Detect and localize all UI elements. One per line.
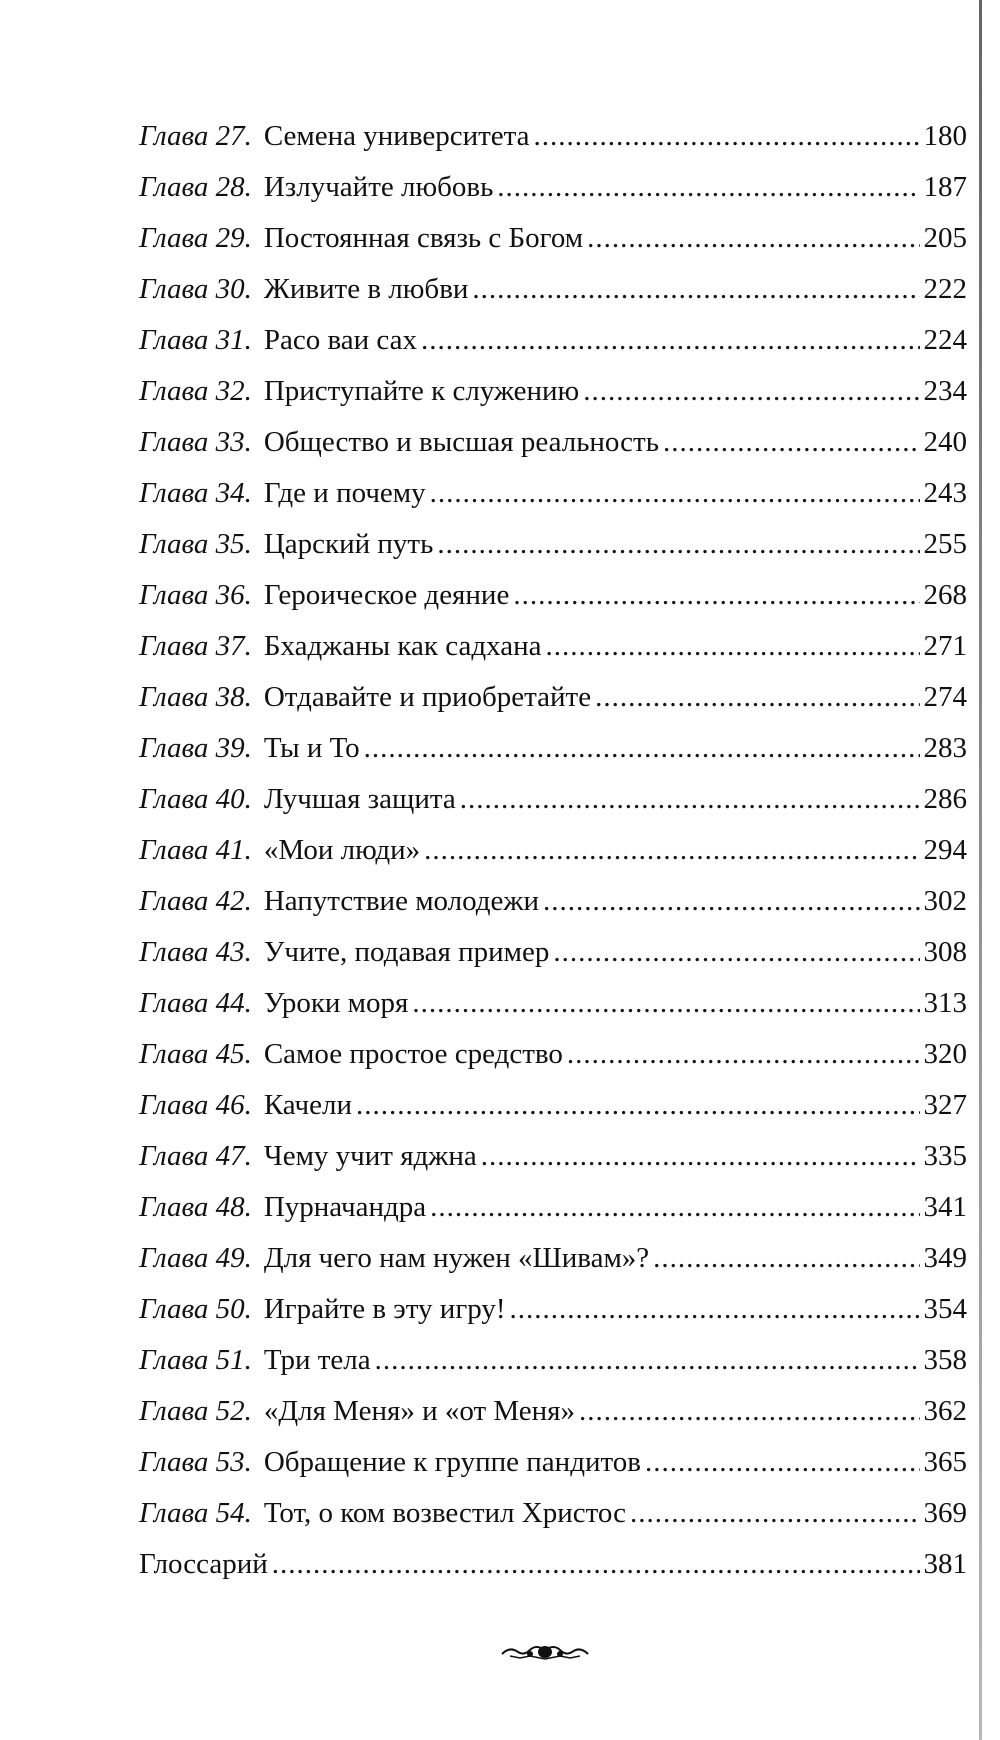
chapter-number: Глава 46. (139, 1089, 252, 1121)
page-number: 349 (923, 1242, 967, 1274)
page-number: 243 (923, 477, 967, 509)
dot-leader (630, 1498, 920, 1528)
page-number: 187 (923, 171, 967, 203)
dot-leader (587, 223, 919, 253)
toc-entry (139, 784, 967, 835)
page-number: 180 (923, 120, 967, 152)
page-number: 271 (923, 630, 967, 662)
chapter-title: Живите в любви (263, 273, 469, 305)
page-number: 365 (923, 1446, 967, 1478)
chapter-title: Самое простое средство (263, 1038, 563, 1070)
toc-entry (139, 580, 967, 631)
dot-leader (497, 172, 919, 202)
chapter-title: Напутствие молодежи (263, 885, 539, 917)
toc-entry (139, 1345, 967, 1396)
chapter-number: Глава 31. (139, 324, 252, 356)
dot-leader (412, 988, 919, 1018)
dot-leader (356, 1090, 920, 1120)
toc-entry (139, 886, 967, 937)
dot-leader (430, 478, 920, 508)
chapter-number: Глава 47. (139, 1140, 252, 1172)
page-number: 283 (923, 732, 967, 764)
dot-leader (663, 427, 920, 457)
floral-ornament-icon (500, 1640, 590, 1662)
page-edge (979, 0, 982, 1740)
chapter-title: Героическое деяние (263, 579, 510, 611)
toc-entry (139, 1549, 967, 1600)
chapter-number: Глава 33. (139, 426, 252, 458)
toc-entry (139, 121, 967, 172)
chapter-title: Семена университета (263, 120, 530, 152)
toc-entry (139, 325, 967, 376)
chapter-number: Глава 34. (139, 477, 252, 509)
dot-leader (481, 1141, 920, 1171)
dot-leader (513, 580, 919, 610)
page-number: 358 (923, 1344, 967, 1376)
dot-leader (567, 1039, 920, 1069)
toc-entry (139, 1192, 967, 1243)
page-number: 320 (923, 1038, 967, 1070)
dot-leader (583, 376, 919, 406)
chapter-number: Глава 30. (139, 273, 252, 305)
chapter-number: Глава 40. (139, 783, 252, 815)
page-number: 234 (923, 375, 967, 407)
chapter-title: «Для Меня» и «от Меня» (263, 1395, 576, 1427)
page-number: 268 (923, 579, 967, 611)
toc-entry (139, 835, 967, 886)
chapter-title: Расо ваи сах (263, 324, 418, 356)
toc-entry (139, 1294, 967, 1345)
table-of-contents (139, 121, 967, 1600)
page-number: 255 (923, 528, 967, 560)
toc-entry (139, 172, 967, 223)
dot-leader (653, 1243, 919, 1273)
dot-leader (272, 1549, 920, 1579)
chapter-title: Учите, подавая пример (263, 936, 550, 968)
chapter-title: Постоянная связь с Богом (263, 222, 584, 254)
toc-entry (139, 529, 967, 580)
chapter-number: Глава 54. (139, 1497, 252, 1529)
toc-entry (139, 1090, 967, 1141)
chapter-number: Глава 37. (139, 630, 252, 662)
chapter-number: Глава 52. (139, 1395, 252, 1427)
chapter-number: Глава 51. (139, 1344, 252, 1376)
page-number: 294 (923, 834, 967, 866)
chapter-number: Глава 28. (139, 171, 252, 203)
chapter-number: Глава 44. (139, 987, 252, 1019)
chapter-title: Глоссарий (139, 1548, 268, 1580)
chapter-title: Чему учит яджна (263, 1140, 477, 1172)
toc-entry (139, 1396, 967, 1447)
page-number: 327 (923, 1089, 967, 1121)
chapter-number: Глава 35. (139, 528, 252, 560)
page-number: 341 (923, 1191, 967, 1223)
chapter-title: Три тела (263, 1344, 371, 1376)
page-number: 335 (923, 1140, 967, 1172)
chapter-number: Глава 36. (139, 579, 252, 611)
page-number: 240 (923, 426, 967, 458)
dot-leader (460, 784, 920, 814)
page-number: 274 (923, 681, 967, 713)
dot-leader (375, 1345, 920, 1375)
chapter-title: Ты и То (263, 732, 360, 764)
chapter-number: Глава 42. (139, 885, 252, 917)
dot-leader (472, 274, 919, 304)
dot-leader (510, 1294, 920, 1324)
page-number: 302 (923, 885, 967, 917)
chapter-number: Глава 49. (139, 1242, 252, 1274)
page-number: 354 (923, 1293, 967, 1325)
page-number: 205 (923, 222, 967, 254)
dot-leader (645, 1447, 920, 1477)
page-number: 313 (923, 987, 967, 1019)
page-number: 286 (923, 783, 967, 815)
page-number: 369 (923, 1497, 967, 1529)
chapter-number: Глава 29. (139, 222, 252, 254)
chapter-title: Пурначандра (263, 1191, 427, 1223)
chapter-title: Приступайте к служению (263, 375, 580, 407)
toc-entry (139, 1243, 967, 1294)
chapter-title: Обращение к группе пандитов (263, 1446, 641, 1478)
chapter-number: Глава 50. (139, 1293, 252, 1325)
dot-leader (546, 631, 920, 661)
dot-leader (364, 733, 920, 763)
page-number: 308 (923, 936, 967, 968)
chapter-title: Отдавайте и приобретайте (263, 681, 592, 713)
toc-entry (139, 478, 967, 529)
chapter-title: Царский путь (263, 528, 434, 560)
page-number: 224 (923, 324, 967, 356)
chapter-number: Глава 27. (139, 120, 252, 152)
toc-entry (139, 376, 967, 427)
page-number: 222 (923, 273, 967, 305)
chapter-number: Глава 39. (139, 732, 252, 764)
toc-entry (139, 1447, 967, 1498)
chapter-title: Излучайте любовь (263, 171, 494, 203)
toc-entry (139, 631, 967, 682)
chapter-title: Лучшая защита (263, 783, 456, 815)
chapter-title: Для чего нам нужен «Шивам»? (263, 1242, 650, 1274)
dot-leader (543, 886, 920, 916)
toc-entry (139, 937, 967, 988)
chapter-number: Глава 32. (139, 375, 252, 407)
toc-entry (139, 1039, 967, 1090)
toc-entry (139, 223, 967, 274)
toc-entry (139, 988, 967, 1039)
toc-entry (139, 682, 967, 733)
chapter-number: Глава 48. (139, 1191, 252, 1223)
page-number: 381 (923, 1548, 967, 1580)
toc-entry (139, 733, 967, 784)
toc-entry (139, 1498, 967, 1549)
dot-leader (595, 682, 919, 712)
toc-entry (139, 274, 967, 325)
dot-leader (553, 937, 919, 967)
page-number: 362 (923, 1395, 967, 1427)
dot-leader (430, 1192, 919, 1222)
dot-leader (437, 529, 919, 559)
chapter-title: Где и почему (263, 477, 426, 509)
chapter-title: «Мои люди» (263, 834, 421, 866)
chapter-title: Общество и высшая реальность (263, 426, 659, 458)
chapter-title: Качели (263, 1089, 352, 1121)
chapter-title: Уроки моря (263, 987, 409, 1019)
chapter-title: Бхаджаны как садхана (263, 630, 542, 662)
chapter-number: Глава 45. (139, 1038, 252, 1070)
chapter-title: Тот, о ком возвестил Христос (263, 1497, 626, 1529)
chapter-number: Глава 41. (139, 834, 252, 866)
dot-leader (534, 121, 920, 151)
chapter-number: Глава 38. (139, 681, 252, 713)
chapter-title: Играйте в эту игру! (263, 1293, 506, 1325)
dot-leader (579, 1396, 919, 1426)
chapter-number: Глава 43. (139, 936, 252, 968)
toc-entry (139, 427, 967, 478)
toc-entry (139, 1141, 967, 1192)
dot-leader (421, 325, 919, 355)
chapter-number: Глава 53. (139, 1446, 252, 1478)
dot-leader (424, 835, 919, 865)
